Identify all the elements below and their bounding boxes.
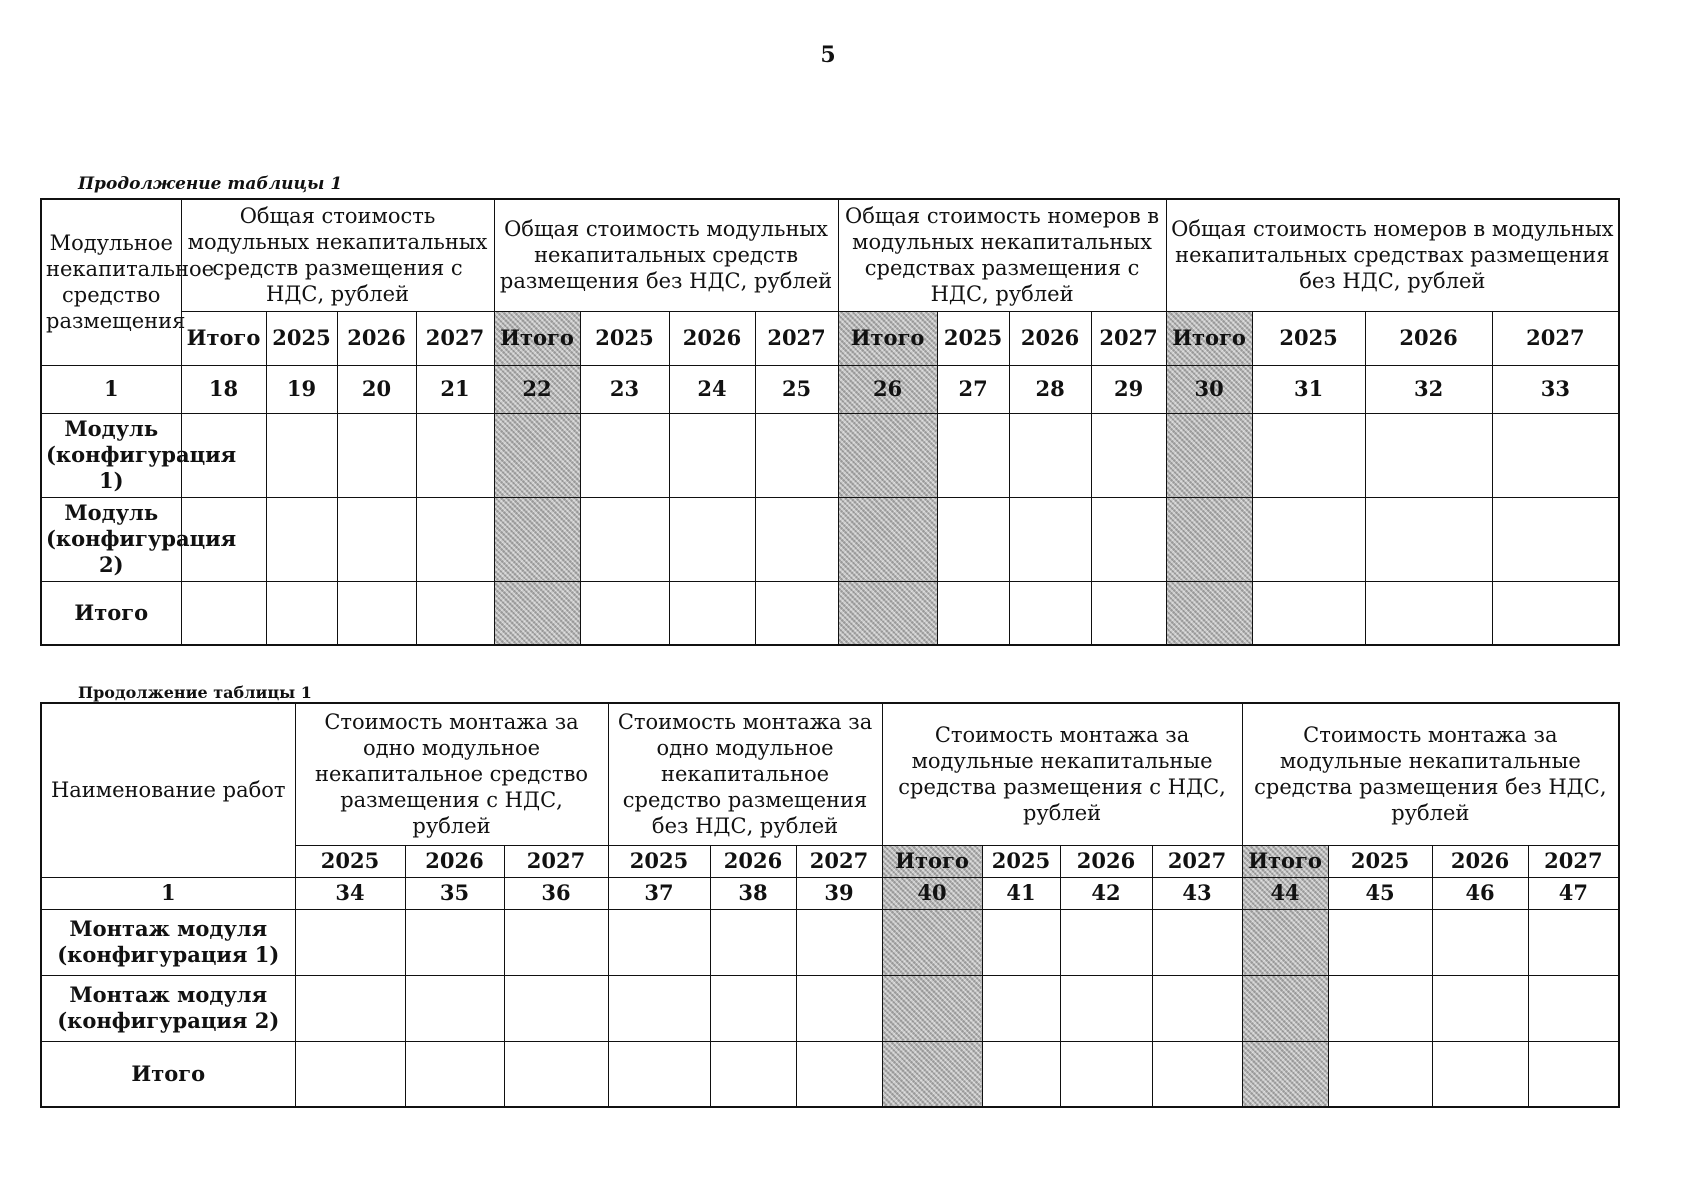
table-cell <box>796 909 882 975</box>
header-group-install-one-no-vat: Стоимость монтажа за одно модульное некапитальное средство размещения без НДС, рублей <box>608 703 882 845</box>
col-number: 24 <box>669 365 755 413</box>
col-number: 20 <box>337 365 416 413</box>
subheader-2026: 2026 <box>669 311 755 365</box>
table-cell <box>1328 1041 1432 1107</box>
subheader-2026: 2026 <box>337 311 416 365</box>
table-cell <box>937 581 1009 645</box>
table-row <box>41 413 1619 497</box>
table-cell <box>982 1041 1060 1107</box>
table-cell <box>1242 1041 1328 1107</box>
table-cell <box>1432 975 1528 1041</box>
subheader-2025: 2025 <box>295 845 405 877</box>
header-work-name: Наименование работ <box>41 703 295 877</box>
table-cell <box>755 497 838 581</box>
table-cell <box>580 497 669 581</box>
subheader-2026: 2026 <box>710 845 796 877</box>
table-cell <box>1060 909 1152 975</box>
table-cell <box>1166 497 1252 581</box>
col-number: 21 <box>416 365 494 413</box>
subheader-total: Итого <box>494 311 580 365</box>
col-number: 23 <box>580 365 669 413</box>
subheader-2025: 2025 <box>608 845 710 877</box>
row-label: Итого <box>41 581 181 645</box>
row-label: Монтаж модуля (конфигурация 1) <box>41 909 295 975</box>
subheader-2026: 2026 <box>1009 311 1091 365</box>
table-cell <box>1365 497 1492 581</box>
table-cell <box>982 909 1060 975</box>
table-cell <box>580 581 669 645</box>
table-cell <box>1091 497 1166 581</box>
table-cell <box>295 909 405 975</box>
table-cell <box>1152 1041 1242 1107</box>
page-number: 5 <box>820 42 836 68</box>
subheader-total: Итого <box>838 311 937 365</box>
table-cell <box>882 975 982 1041</box>
table-cell <box>1242 975 1328 1041</box>
table-cell <box>710 1041 796 1107</box>
subheader-2025: 2025 <box>580 311 669 365</box>
table-cell <box>295 1041 405 1107</box>
subheader-2025: 2025 <box>266 311 337 365</box>
header-group-rooms-cost-vat: Общая стоимость номеров в модульных некапитальных средствах размещения с НДС, рублей <box>838 199 1166 311</box>
table-cell <box>1528 975 1619 1041</box>
subheader-2025: 2025 <box>982 845 1060 877</box>
table-cell <box>494 581 580 645</box>
table-cell <box>755 581 838 645</box>
table-cell <box>1166 413 1252 497</box>
col-number: 1 <box>41 365 181 413</box>
table-cell <box>838 497 937 581</box>
table-cell <box>337 413 416 497</box>
table-cell <box>504 909 608 975</box>
table-cell <box>181 581 266 645</box>
header-module: Модульное некапитальное средство размещения <box>41 199 181 365</box>
table-cell <box>405 975 504 1041</box>
table-cell <box>1492 581 1619 645</box>
subheader-total: Итого <box>882 845 982 877</box>
col-number: 31 <box>1252 365 1365 413</box>
col-number: 28 <box>1009 365 1091 413</box>
row-label: Модуль (конфигурация 1) <box>41 413 181 497</box>
col-number: 43 <box>1152 877 1242 909</box>
row-label: Монтаж модуля (конфигурация 2) <box>41 975 295 1041</box>
table1-caption: Продолжение таблицы 1 <box>78 174 343 194</box>
table-cell <box>937 413 1009 497</box>
table-row <box>41 975 1619 1041</box>
table-cell <box>405 1041 504 1107</box>
table-row <box>41 909 1619 975</box>
table-cell <box>755 413 838 497</box>
col-number: 32 <box>1365 365 1492 413</box>
table-cell <box>1009 581 1091 645</box>
subheader-2026: 2026 <box>405 845 504 877</box>
table-cell <box>608 1041 710 1107</box>
table-cell <box>1365 413 1492 497</box>
table-cell <box>1432 1041 1528 1107</box>
table-cell <box>580 413 669 497</box>
col-number: 27 <box>937 365 1009 413</box>
col-number: 41 <box>982 877 1060 909</box>
table-cell <box>337 497 416 581</box>
col-number: 34 <box>295 877 405 909</box>
subheader-total: Итого <box>1166 311 1252 365</box>
table2-caption: Продолжение таблицы 1 <box>78 683 312 702</box>
row-label: Итого <box>41 1041 295 1107</box>
col-number: 19 <box>266 365 337 413</box>
table-cell <box>1432 909 1528 975</box>
table-cell <box>982 975 1060 1041</box>
header-group-rooms-cost-no-vat: Общая стоимость номеров в модульных некапитальных средствах размещения без НДС, рублей <box>1166 199 1619 311</box>
numbering-row <box>41 365 1619 413</box>
col-number: 47 <box>1528 877 1619 909</box>
col-number: 45 <box>1328 877 1432 909</box>
row-label: Модуль (конфигурация 2) <box>41 497 181 581</box>
table-cell <box>608 909 710 975</box>
table-cell <box>669 413 755 497</box>
table-cell <box>504 1041 608 1107</box>
table-cell <box>838 581 937 645</box>
col-number: 29 <box>1091 365 1166 413</box>
col-number: 39 <box>796 877 882 909</box>
table-cell <box>796 975 882 1041</box>
col-number: 33 <box>1492 365 1619 413</box>
subheader-total: Итого <box>1242 845 1328 877</box>
col-number: 1 <box>41 877 295 909</box>
table-cell <box>1528 909 1619 975</box>
table-row <box>41 497 1619 581</box>
table-cell <box>494 497 580 581</box>
numbering-row <box>41 877 1619 909</box>
table-cell <box>1328 909 1432 975</box>
table-cell <box>1242 909 1328 975</box>
col-number: 30 <box>1166 365 1252 413</box>
subheader-total: Итого <box>181 311 266 365</box>
table-cell <box>416 413 494 497</box>
col-number: 25 <box>755 365 838 413</box>
col-number: 42 <box>1060 877 1152 909</box>
table-cell <box>504 975 608 1041</box>
subheader-2027: 2027 <box>1152 845 1242 877</box>
subheader-2027: 2027 <box>1492 311 1619 365</box>
col-number: 46 <box>1432 877 1528 909</box>
table-cell <box>669 581 755 645</box>
subheader-2027: 2027 <box>1528 845 1619 877</box>
table-cell <box>1166 581 1252 645</box>
col-number: 22 <box>494 365 580 413</box>
col-number: 40 <box>882 877 982 909</box>
subheader-2027: 2027 <box>796 845 882 877</box>
subheader-2027: 2027 <box>1091 311 1166 365</box>
subheader-2027: 2027 <box>504 845 608 877</box>
table-cell <box>710 909 796 975</box>
header-group-install-one-vat: Стоимость монтажа за одно модульное некапитальное средство размещения с НДС, рублей <box>295 703 608 845</box>
table-cell <box>1091 413 1166 497</box>
col-number: 37 <box>608 877 710 909</box>
subheader-2025: 2025 <box>1328 845 1432 877</box>
table-cell <box>405 909 504 975</box>
table2-installation-cost <box>40 702 1620 1108</box>
table-row-total <box>41 581 1619 645</box>
table-cell <box>1091 581 1166 645</box>
table-cell <box>1009 413 1091 497</box>
table-cell <box>1252 413 1365 497</box>
table-cell <box>1492 413 1619 497</box>
header-group-install-all-no-vat: Стоимость монтажа за модульные некапитальные средства размещения без НДС, рублей <box>1242 703 1619 845</box>
table1-cost-modules <box>40 198 1620 646</box>
table-cell <box>416 581 494 645</box>
table-cell <box>796 1041 882 1107</box>
col-number: 38 <box>710 877 796 909</box>
subheader-2025: 2025 <box>937 311 1009 365</box>
table-cell <box>337 581 416 645</box>
table-cell <box>266 581 337 645</box>
table-cell <box>1492 497 1619 581</box>
header-group-install-all-vat: Стоимость монтажа за модульные некапитальные средства размещения с НДС, рублей <box>882 703 1242 845</box>
table-cell <box>1060 975 1152 1041</box>
table-cell <box>1252 497 1365 581</box>
table-cell <box>882 909 982 975</box>
table-cell <box>295 975 405 1041</box>
table-cell <box>1152 975 1242 1041</box>
table-cell <box>608 975 710 1041</box>
table-row-total <box>41 1041 1619 1107</box>
table-cell <box>1365 581 1492 645</box>
subheader-2027: 2027 <box>755 311 838 365</box>
table-cell <box>710 975 796 1041</box>
table-cell <box>1528 1041 1619 1107</box>
col-number: 26 <box>838 365 937 413</box>
table-cell <box>838 413 937 497</box>
table-cell <box>494 413 580 497</box>
table-cell <box>1152 909 1242 975</box>
table-cell <box>416 497 494 581</box>
subheader-2025: 2025 <box>1252 311 1365 365</box>
subheader-2026: 2026 <box>1432 845 1528 877</box>
header-group-total-cost-vat: Общая стоимость модульных некапитальных средств размещения с НДС, рублей <box>181 199 494 311</box>
table-cell <box>937 497 1009 581</box>
col-number: 18 <box>181 365 266 413</box>
table-cell <box>1252 581 1365 645</box>
table-cell <box>669 497 755 581</box>
subheader-2026: 2026 <box>1060 845 1152 877</box>
table-cell <box>1009 497 1091 581</box>
header-group-total-cost-no-vat: Общая стоимость модульных некапитальных средств размещения без НДС, рублей <box>494 199 838 311</box>
table-cell <box>266 413 337 497</box>
col-number: 36 <box>504 877 608 909</box>
table-cell <box>882 1041 982 1107</box>
table-cell <box>266 497 337 581</box>
table-cell <box>1060 1041 1152 1107</box>
table-cell <box>1328 975 1432 1041</box>
col-number: 35 <box>405 877 504 909</box>
subheader-2027: 2027 <box>416 311 494 365</box>
col-number: 44 <box>1242 877 1328 909</box>
subheader-2026: 2026 <box>1365 311 1492 365</box>
